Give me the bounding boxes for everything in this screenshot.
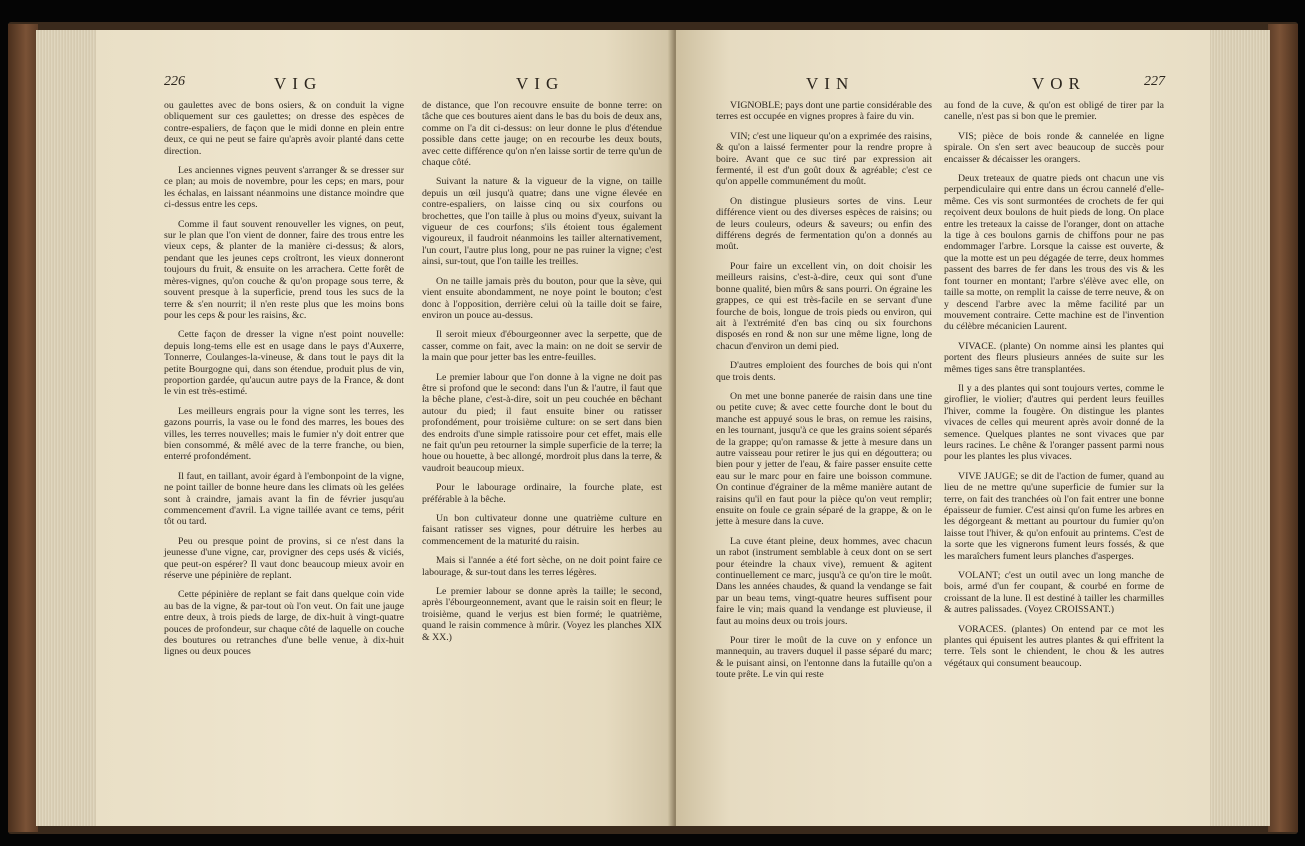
paragraph: Les anciennes vignes peuvent s'arranger & se dresser sur ce plan; au mois de novembre, pour les ceps; en mars, pour les échalas, en laissant néanmoins une distance moindre que ci-dessus entre les ceps. — [164, 165, 404, 211]
paragraph: Mais si l'année a été fort sèche, on ne doit point faire ce labourage, & sur-tout dans les terres légères. — [422, 555, 662, 578]
paragraph: Suivant la nature & la vigueur de la vigne, on taille depuis un œil jusqu'à quatre; dans une vigne élevée en contre-espaliers, on laisse cinq ou six courfons ou brochettes, que l'on taille à plus ou moins d'yeux, suivant la vigueur de ces courfons; s'ils étoient tous également vigoureux, il faudroit néanmoins les tailler alternativement, l'un court, l'autre plus long, pour ne pas ruiner la vigne; c'est ainsi, sur-tout, que l'on taille les treilles. — [422, 176, 662, 268]
page-number-right: 227 — [1144, 74, 1165, 89]
left-page — [96, 30, 674, 826]
paragraph: VIN; c'est une liqueur qu'on a exprimée des raisins, & qu'on a laissé fermenter pour la rendre propre à boire. Avant que ce suc tiré par expression ait fermenté, il est d'un goût doux & agréable; c'est ce qu'on appelle communément du moût. — [716, 130, 932, 188]
paragraph: VORACES. (plantes) On entend par ce mot les plantes qui épuisent les autres plantes & qui effritent la terre. Tels sont le chiendent, le chou & les autres végétaux qui consument beaucoup. — [944, 623, 1164, 669]
paragraph: VIGNOBLE; pays dont une partie considérable des terres est occupée en vignes propres à faire du vin. — [716, 100, 932, 123]
right-column-1 — [716, 100, 932, 689]
right-page-edges — [1208, 30, 1270, 826]
left-column-1 — [164, 100, 404, 666]
running-head-right-1: VIN — [806, 74, 855, 93]
left-page-edges — [36, 30, 96, 826]
right-page — [676, 30, 1210, 826]
paragraph: Les meilleurs engrais pour la vigne sont les terres, les gazons pourris, la vase ou le fond des marres, les boues des villes, les terres nouvelles; mais le fumier n'y doit entrer que bien consommé, & mêlé avec de la terre franche, ou bien, enterré profondément. — [164, 405, 404, 463]
paragraph: Comme il faut souvent renouveller les vignes, on peut, sur le plan que l'on vient de donner, faire des trous entre les vieux ceps, & planter de la manière ci-dessus; & alors, pendant que les jeunes ceps croîtront, les vieux donneront toujours du fruit, & ensuite on les arrachera. Cette forêt de mères-vignes, qu'on couche & qu'on propage sous terre, & souvent presque à la superficie, prend tous les sucs de la terre & s'en nourrit; il n'en reste plus que les moins bons pour les ceps & pour les raisins, &c. — [164, 218, 404, 321]
paragraph: Pour tirer le moût de la cuve on y enfonce un mannequin, au travers duquel il passe séparé du marc; & le puisant ainsi, on l'entonne dans la futaille qu'on a toute prête. Le vin qui reste — [716, 635, 932, 681]
paragraph: Il y a des plantes qui sont toujours vertes, comme le giroflier, le violier; d'autres qui perdent leurs feuilles l'hiver, comme la fougère. On distingue les plantes vivaces de celles qui meurent après avoir donné de la semence. Quelques plantes ne sont vivaces que par leurs racines. Le chêne & l'oranger passent parmi nous pour les plantes les plus vivaces. — [944, 382, 1164, 463]
paragraph: Le premier labour que l'on donne à la vigne ne doit pas être si profond que le second: dans l'un & l'autre, il faut que la bêche plane, c'est-à-dire, soit un peu couchée en bêchant autour du pied; il faut ensuite biner ou ratisser profondément, pour troisième culture: on se sert dans bien des endroits d'une simple ratissoire pour cet effet, mais elle ne fait qu'un peu retourner la simple superficie de la terre; la houe ou houette, à bec allongé, mordroit plus dans la terre, & vaudroit beaucoup mieux. — [422, 371, 662, 474]
paragraph: Un bon cultivateur donne une quatrième culture en faisant ratisser ses vignes, pour détruire les herbes au commencement de la maturité du raisin. — [422, 513, 662, 547]
paragraph: Deux treteaux de quatre pieds ont chacun une vis perpendiculaire qui entre dans un écrou cannelé d'elle-même. Ces vis sont surmontées de crochets de fer qui reçoivent deux boulons de huit pieds de long. On place entre les treteaux la caisse de l'oranger, dont on attache la tige à ces boulons garnis de chiffons pour ne pas endommager l'arbre. Lorsque la caisse est ouverte, & que la motte est un peu dégagée de terre, deux hommes passent des barres de fer dans les trous des vis & les font tourner en montant; l'arbre s'élève avec elle, on taille sa motte, on remplit la caisse de terre neuve, & on y descend l'arbre avec la même facilité par un mouvement contraire. Cette machine est de l'invention du célèbre mécanicien Laurent. — [944, 173, 1164, 333]
paragraph: Cette façon de dresser la vigne n'est point nouvelle: depuis long-tems elle est en usage dans le pays d'Auxerre, Tonnerre, Coulanges-la-vineuse, & dans tout le pays dit la petite Bourgogne qui, dans son étendue, produit plus de vin, proportion gardée, qu'aucun autre pays de la France, & dont le vin est très-estimé. — [164, 329, 404, 398]
paragraph: D'autres emploient des fourches de bois qui n'ont que trois dents. — [716, 360, 932, 383]
paragraph: VOLANT; c'est un outil avec un long manche de bois, armé d'un fer coupant, & courbé en forme de croissant de la lune. Il est destiné à tailler les charmilles & autres palissades. (Voyez CROISSANT.) — [944, 570, 1164, 616]
paragraph: Il seroit mieux d'ébourgeonner avec la serpette, que de casser, comme on fait, avec la main: on ne doit se servir de la main que pour jetter bas les entre-feuilles. — [422, 329, 662, 364]
left-cover — [8, 24, 38, 832]
paragraph: VIVACE. (plante) On nomme ainsi les plantes qui portent des fleurs plusieurs années de suite sur les mêmes tiges sans être transplantées. — [944, 340, 1164, 375]
paragraph: Il faut, en taillant, avoir égard à l'embonpoint de la vigne, ne point tailler de bonne heure dans les climats où les gelées sont à craindre, jamais avant la fin de février jusqu'au commencement d'avril. La vigne taillée avant ce tems, périt tôt ou tard. — [164, 470, 404, 528]
right-column-2 — [944, 100, 1164, 677]
paragraph: On met une bonne panerée de raisin dans une tine ou petite cuve; & avec cette fourche dont le bout du manche est appuyé sous le bras, on remue les raisins, en les tournant, jusqu'à ce que les grains soient séparés de la grappe; qu'on ramasse & jette à mesure dans un autre vaisseau pour retirer le jus qui en dégouttera; ou bien pour y jetter de l'eau, & faire passer ensuite cette eau sur le marc pour en faire une boisson commune. On continue d'égrainer de la même manière autant de raisins qu'il en faut pour la pièce qu'on veut remplir; ensuite on foule ce grain séparé de la grappe, & on le jette à mesure dans la cuve. — [716, 390, 932, 528]
paragraph: On distingue plusieurs sortes de vins. Leur différence vient ou des diverses espèces de raisins; ou de leurs couleurs, odeurs & saveurs; ou enfin des différens degrés de fermentation qu'on a donnés au moût. — [716, 195, 932, 253]
paragraph: Pour faire un excellent vin, on doit choisir les meilleurs raisins, c'est-à-dire, ceux qui sont d'une bonne qualité, bien mûrs & sans pourri. On égraine les grappes, ce qui est très-facile en se servant d'une fourche de bois, longue de trois pieds ou environ, qui ait à l'extrémité d'en bas cinq ou six fourchons disposés en rond & non sur une même ligne, long de chacun d'environ un demi pied. — [716, 260, 932, 352]
paragraph: VIS; pièce de bois ronde & cannelée en ligne spirale. On s'en sert avec beaucoup de succès pour encaisser & décaisser les orangers. — [944, 130, 1164, 165]
running-head-left-2: VIG — [516, 74, 565, 93]
paragraph: au fond de la cuve, & qu'on est obligé de tirer par la canelle, n'est pas si bon que le premier. — [944, 100, 1164, 123]
right-cover — [1268, 24, 1298, 832]
running-head-right-2: VOR — [1032, 74, 1086, 93]
paragraph: Pour le labourage ordinaire, la fourche plate, est préférable à la bêche. — [422, 482, 662, 505]
paragraph: La cuve étant pleine, deux hommes, avec chacun un rabot (instrument semblable à ceux dont on se sert pour éteindre la chaux vive), remuent & agitent continuellement ce marc, jusqu'à ce qu'on tire le moût. Dans les années chaudes, & quand la vendange se fait par un beau tems, vingt-quatre heures suffisent pour faire le vin; mais quand la vendange est pluvieuse, il faut au moins deux ou trois jours. — [716, 535, 932, 627]
paragraph: VIVE JAUGE; se dit de l'action de fumer, quand au lieu de ne mettre qu'une superficie de fumier sur la terre, on fait des tranchées où l'on fait entrer une bonne épaisseur de fumier. C'est ainsi qu'on fume les arbres en les dégorgeant & mettant au pourtour du fumier qu'on laisse tout l'hiver, & qu'on enfouit au printems. C'est de la sorte que les vignerons fument leurs fossés, & que les maraîchers fument leurs planches d'asperges. — [944, 470, 1164, 562]
running-head-left-1: VIG — [274, 74, 323, 93]
paragraph: On ne taille jamais près du bouton, pour que la sève, qui vient ensuite abondamment, ne noye point le bouton; c'est donc à l'opposition, derrière celui où la taille doit se faire, environ un pouce au-dessus. — [422, 275, 662, 321]
paragraph: de distance, que l'on recouvre ensuite de bonne terre: on tâche que ces boutures aient dans le bas du bois de deux ans, comme on l'a dit ci-dessus: on leur donne le plus d'étendue possible dans cette jauge; on en recourbe les deux bouts, avec cette différence qu'on n'en laisse sortir de terre qu'un de chaque côté. — [422, 100, 662, 169]
paragraph: Peu ou presque point de provins, si ce n'est dans la jeunesse d'une vigne, car, provigner des ceps usés & viciés, que peut-on espérer? Il vaut donc beaucoup mieux avoir en réserve une pépinière de replant. — [164, 535, 404, 582]
page-number-left: 226 — [164, 74, 185, 89]
paragraph: Le premier labour se donne après la taille; le second, après l'ébourgeonnement, avant que le raisin soit en fleur; le troisième, quand le verjus est bien formé; le quatrième, quand le raisin commence à mûrir. (Voyez les planches XIX & XX.) — [422, 586, 662, 643]
left-column-2 — [422, 100, 662, 651]
paragraph: Cette pépinière de replant se fait dans quelque coin vide au bas de la vigne, & par-tout où l'on veut. On fait une jauge entre deux, à trois pieds de large, de dix-huit à vingt-quatre pouces de profondeur, sur chaque côté de laquelle on couche des boutures ou retranches d'une belle venue, à dix-huit lignes ou deux pouces — [164, 589, 404, 658]
paragraph: ou gaulettes avec de bons osiers, & on conduit la vigne obliquement sur ces gaulettes; on dresse des espèces de contre-espaliers, de façon que le midi donne en plein entre deux, ce qui ne peut se faire qu'après avoir planté dans cette direction. — [164, 100, 404, 157]
